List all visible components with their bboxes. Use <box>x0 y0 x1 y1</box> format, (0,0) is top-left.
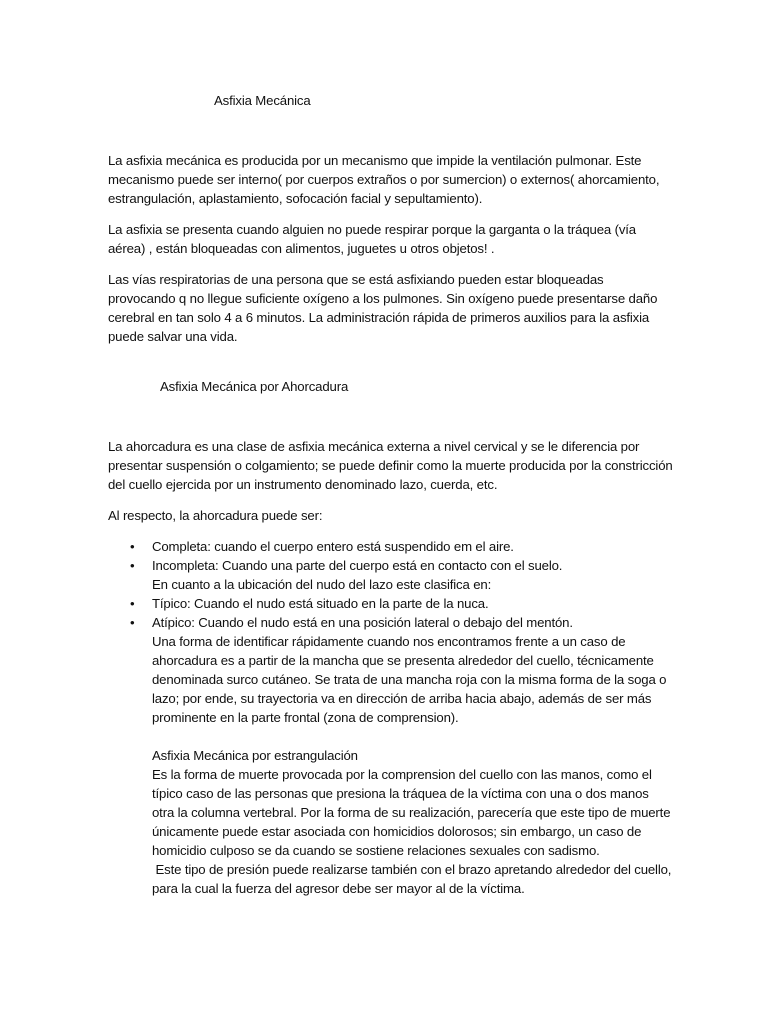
indented-paragraph: Una forma de identificar rápidamente cuando nos encontramos frente a un caso de ahorcadura es a partir de la mancha que se presenta alrededor del cuello, técnicamente denominada surco cutáneo. Se trata de una mancha roja con la misma forma de la soga o lazo; por ende, su trayectoria va en dirección de arriba hacia abajo, además de ser más prominente en la parte frontal (zona de comprension). <box>152 634 667 725</box>
bullet-icon: • <box>130 539 135 554</box>
list-item-continuation <box>108 575 674 594</box>
list-item-text: Atípico: Cuando el nudo está en una posición lateral o debajo del mentón. <box>152 615 573 630</box>
list-item <box>108 594 674 613</box>
list-item <box>108 556 674 575</box>
bullet-icon: • <box>130 615 135 630</box>
subsection-title: Asfixia Mecánica por estrangulación <box>152 748 358 763</box>
section-paragraph-2: Al respecto, la ahorcadura puede ser: <box>108 508 323 523</box>
ahorcadura-types-list <box>108 537 674 632</box>
bullet-icon: • <box>130 596 135 611</box>
list-item-text: Incompleta: Cuando una parte del cuerpo está en contacto con el suelo. <box>152 558 563 573</box>
document-title: Asfixia Mecánica <box>214 93 311 108</box>
list-item-text: Típico: Cuando el nudo está situado en la parte de la nuca. <box>152 596 489 611</box>
intro-paragraph-2: La asfixia se presenta cuando alguien no puede respirar porque la garganta o la tráquea (vía aérea) , están bloqueadas con alimentos, juguetes u otros objetos! . <box>108 222 636 256</box>
list-item <box>108 537 674 556</box>
intro-paragraph-3: Las vías respiratorias de una persona que se está asfixiando pueden estar bloqueadas provocando q no llegue suficiente oxígeno a los pulmones. Sin oxígeno puede presentarse daño cerebral en tan solo 4 a 6 minutos. La administración rápida de primeros auxilios para la asfixia puede salvar una vida. <box>108 272 658 344</box>
list-item-text: Completa: cuando el cuerpo entero está suspendido em el aire. <box>152 539 514 554</box>
list-item <box>108 613 674 632</box>
intro-paragraph-1: La asfixia mecánica es producida por un mecanismo que impide la ventilación pulmonar. Este mecanismo puede ser interno( por cuerpos extraños o por sumercion) o externos( ahorcamiento, estrangulación, aplastamiento, sofocación facial y sepultamiento). <box>108 153 660 206</box>
document-body <box>108 91 674 898</box>
section-title: Asfixia Mecánica por Ahorcadura <box>160 379 349 394</box>
subsection-paragraph: Es la forma de muerte provocada por la comprension del cuello con las manos, como el típico caso de las personas que presiona la tráquea de la víctima con una o dos manos otra la columna vertebral. Por la forma de su realización, parecería que este tipo de muerte únicamente puede estar asociada con homicidios dolorosos; sin embargo, un caso de homicidio culposo se da cuando se sostiene relaciones sexuales con sadismo. <box>152 767 671 858</box>
closing-paragraph: Este tipo de presión puede realizarse también con el brazo apretando alrededor del cuello, para la cual la fuerza del agresor debe ser mayor al de la víctima. <box>152 862 675 896</box>
indented-line: En cuanto a la ubicación del nudo del lazo este clasifica en: <box>152 577 492 592</box>
bullet-icon: • <box>130 558 135 573</box>
section-paragraph-1: La ahorcadura es una clase de asfixia mecánica externa a nivel cervical y se le diferencia por presentar suspensión o colgamiento; se puede definir como la muerte producida por la constricción del cuello ejercida por un instrumento denominado lazo, cuerda, etc. <box>108 439 673 492</box>
